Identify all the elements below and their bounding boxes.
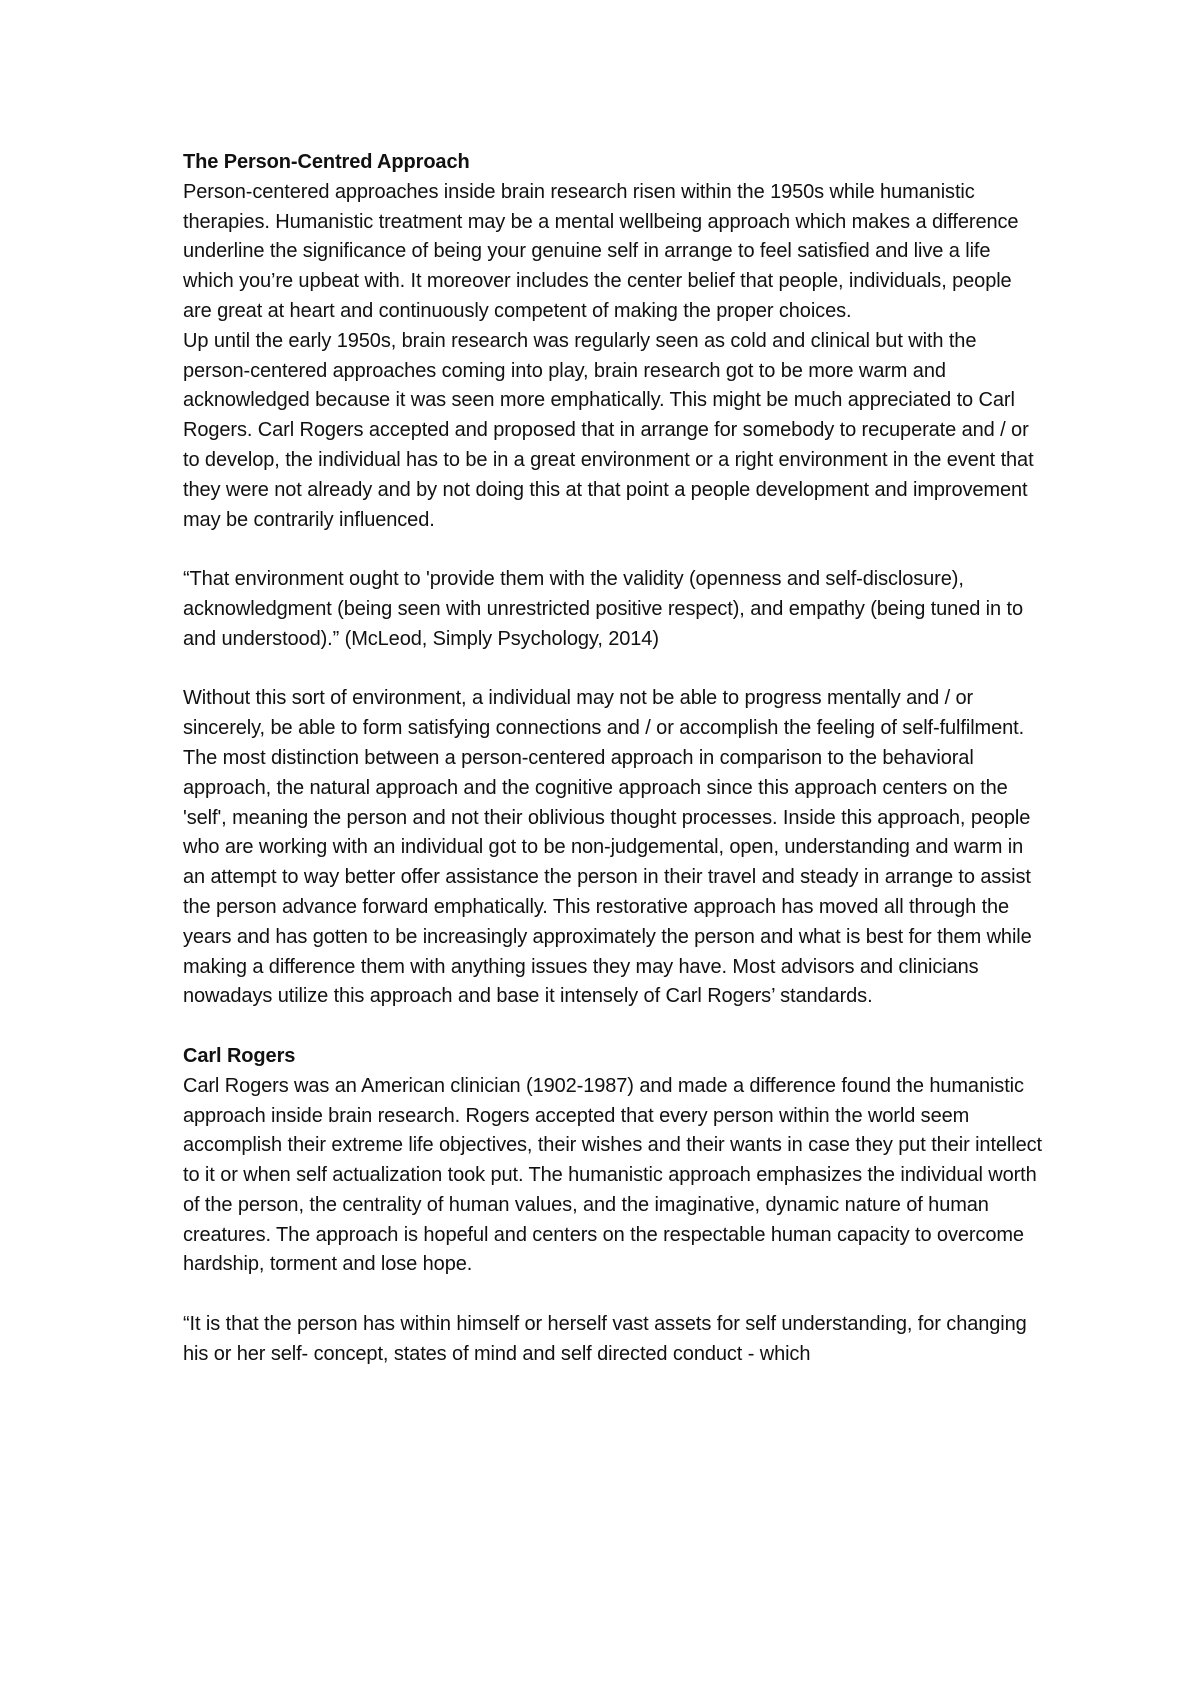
quote-rogers: “It is that the person has within himself or herself vast assets for self understanding, for changing his or her self- concept, states of mind and self directed conduct - which — [183, 1313, 1027, 1365]
quote-rogers-truncated-container — [183, 1310, 1043, 1370]
paragraph-early-1950s: Up until the early 1950s, brain research was regularly seen as cold and clinical but with the person-centered approaches coming into play, brain research got to be more warm and acknowledged because it was seen more emphatically. This might be much appreciated to Carl Rogers. Carl Rogers accepted and proposed that in arrange for somebody to recuperate and / or to develop, the individual has to be in a great environment or a right environment in the event that they were not already and by not doing this at that point a people development and improvement may be contrarily influenced. — [183, 329, 1034, 531]
section-heading-carl-rogers: Carl Rogers — [183, 1044, 296, 1067]
paragraph-spacer — [183, 655, 1043, 685]
quote-mcleod: “That environment ought to 'provide them with the validity (openness and self-disclosure), acknowledgment (being seen with unrestricted positive respect), and empathy (being tuned in to and understood).” (McLeod, Simply Psychology, 2014) — [183, 568, 1023, 650]
paragraph-carl-rogers-bio: Carl Rogers was an American clinician (1902-1987) and made a difference found the humanistic approach inside brain research. Rogers accepted that every person within the world seem accomplish their extreme life objectives, their wishes and their wants in case they put their intellect to it or when self actualization took put. The humanistic approach emphasizes the individual worth of the person, the centrality of human values, and the imaginative, dynamic nature of human creatures. The approach is hopeful and centers on the respectable human capacity to overcome hardship, torment and lose hope. — [183, 1074, 1042, 1276]
paragraph-spacer — [183, 1012, 1043, 1042]
paragraph-spacer — [183, 535, 1043, 565]
paragraph-person-centered-origins: Person-centered approaches inside brain research risen within the 1950s while humanistic therapies. Humanistic treatment may be a mental wellbeing approach which makes a difference underline the significance of being your genuine self in arrange to feel satisfied and live a life which you’re upbeat with. It moreover includes the center belief that people, individuals, people are great at heart and continuously competent of making the proper choices. — [183, 180, 1019, 322]
document-body — [183, 148, 1043, 1370]
section-heading-person-centred-approach: The Person-Centred Approach — [183, 151, 470, 173]
paragraph-spacer — [183, 1280, 1043, 1310]
paragraph-without-environment: Without this sort of environment, a individual may not be able to progress mentally and / or sincerely, be able to form satisfying connections and / or accomplish the feeling of self-fulfilment. The most distinction between a person-centered approach in comparison to the behavioral approach, the natural approach and the cognitive approach since this approach centers on the 'self', meaning the person and not their oblivious thought processes. Inside this approach, people who are working with an individual got to be non-judgemental, open, understanding and warm in an attempt to way better offer assistance the person in their travel and steady in arrange to assist the person advance forward emphatically. This restorative approach has moved all through the years and has gotten to be increasingly approximately the person and what is best for them while making a difference them with anything issues they may have. Most advisors and clinicians nowadays utilize this approach and base it intensely of Carl Rogers’ standards. — [183, 687, 1032, 1008]
